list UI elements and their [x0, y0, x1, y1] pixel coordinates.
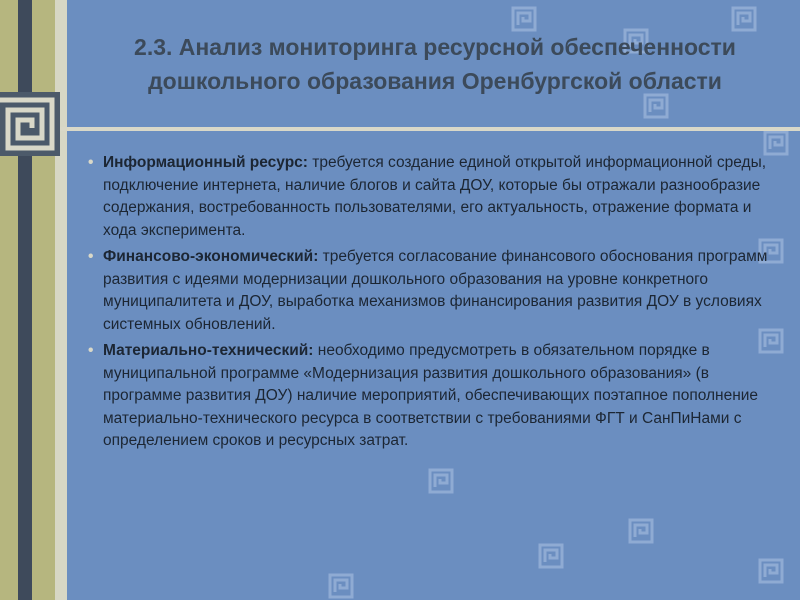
title-line-2: дошкольного образования Оренбургской области	[148, 68, 722, 94]
bullet-icon: •	[88, 342, 94, 359]
title-line-1: 2.3. Анализ мониторинга ресурсной обеспеченности	[134, 34, 736, 60]
left-dark-stripe	[18, 0, 32, 600]
bullet-icon: •	[88, 248, 94, 265]
item-text: требуется создание единой открытой информационной среды, подключение интернета, наличие блогов и сайта ДОУ, которые бы отражали разнообразие содержания, востребованность пользователями, его актуальность, отражение формата и хода эксперимента.	[103, 154, 767, 239]
bullet-icon: •	[88, 154, 94, 171]
page-title	[90, 30, 780, 98]
item-heading: Материально-технический:	[103, 342, 314, 359]
item-text: требуется согласование финансового обоснования программ развития с идеями модернизации дошкольного образования на уровне конкретного муниципалитета и ДОУ, выработка механизмов финансирования развития ДОУ в условиях системных обновлений.	[103, 248, 768, 333]
list-item-information	[88, 152, 778, 242]
item-heading: Информационный ресурс:	[103, 154, 308, 171]
bullet-list	[88, 152, 778, 457]
greek-key-icon	[0, 92, 60, 156]
item-heading: Финансово-экономический:	[103, 248, 319, 265]
left-pale-stripe	[55, 0, 67, 600]
title-divider	[60, 127, 800, 131]
list-item-material	[88, 340, 778, 453]
item-text: необходимо предусмотреть в обязательном порядке в муниципальной программе «Модернизация развития дошкольного образования» (в программе развития ДОУ) наличие мероприятий, обеспечивающих поэтапное пополнение материально-технического ресурса в соответствии с требованиями ФГТ и СанПиНами с определением сроков и ресурсных затрат.	[103, 342, 759, 449]
list-item-financial	[88, 246, 778, 336]
